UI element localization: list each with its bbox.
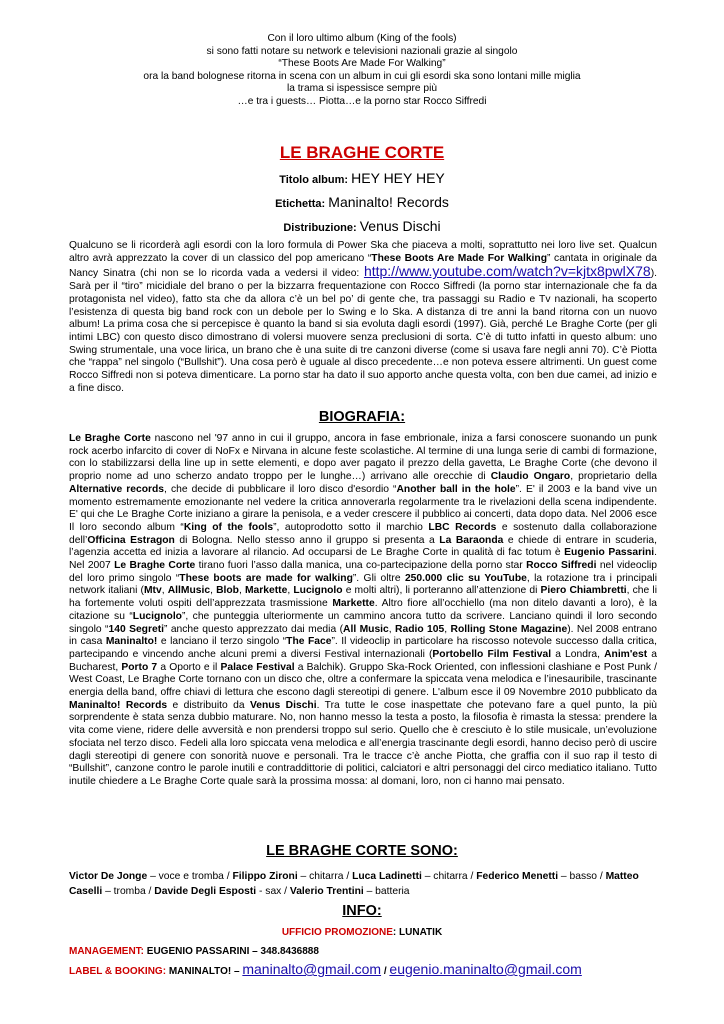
bio-bold-text: Another ball in the hole bbox=[396, 483, 516, 495]
bio-text: nel videoclip del loro primo singolo “ bbox=[69, 560, 658, 584]
bio-bold-text: Piero Chiambretti bbox=[540, 585, 627, 597]
bio-text: , la rotazione tra i principali network italiani ( bbox=[69, 572, 657, 597]
member-name: Filippo Zironi bbox=[232, 871, 298, 882]
member-name: Federico Menetti bbox=[476, 871, 559, 882]
bio-bold-text: King of the fools bbox=[183, 521, 274, 533]
email-link-eugenio[interactable]: eugenio.maninalto@gmail.com bbox=[389, 961, 582, 977]
bio-bold-text: Palace Festival bbox=[220, 661, 295, 673]
members-title: LE BRAGHE CORTE SONO: bbox=[266, 843, 458, 859]
management-value: EUGENIO PASSARINI – 348.8436888 bbox=[144, 946, 319, 957]
distribution-line: Distribuzione: Venus Dischi bbox=[283, 218, 441, 234]
bio-text: e sostenuto dalla collaborazione dell’ bbox=[69, 521, 657, 546]
biografia-paragraph bbox=[69, 433, 657, 789]
intro-line-5: la trama si ispessisce sempre più bbox=[286, 83, 438, 95]
band-title: LE BRAGHE CORTE bbox=[279, 143, 445, 162]
bio-text: , bbox=[287, 585, 294, 597]
member-role: - sax / bbox=[256, 886, 290, 897]
bio-bold-text: Venus Dischi bbox=[249, 699, 317, 711]
bio-text: . Nel 2007 bbox=[69, 547, 657, 572]
bio-bold-text: Eugenio Passarini bbox=[564, 547, 655, 559]
bio-bold-text: Maninalto! bbox=[105, 636, 158, 648]
bio-bold-text: 250.000 clic su YouTube bbox=[404, 572, 527, 584]
promo-line bbox=[0, 927, 724, 938]
email-link-maninalto[interactable]: maninalto@gmail.com bbox=[242, 961, 382, 977]
bio-text: ” anche questo apprezzato dai media ( bbox=[163, 623, 344, 635]
intro-line-3-text: “These Boots Are Made For Walking” bbox=[278, 58, 446, 70]
bio-bold-text: La Baraonda bbox=[439, 534, 504, 546]
member-role: – basso / bbox=[558, 871, 606, 882]
promo-label: UFFICIO PROMOZIONE bbox=[281, 927, 393, 938]
management-label: MANAGEMENT: bbox=[69, 946, 144, 957]
management-line bbox=[69, 946, 669, 957]
para1-text-1: Qualcuno se li ricorderà agli esordi con la loro formula di Power Ska che piaceva a molti, soprattutto nei loro live set. Qualcun altro avrà apprezzato la cover di un classico del pop americano “ bbox=[69, 240, 657, 264]
intro-line-1: Con il loro ultimo album (King of the fools) bbox=[267, 33, 457, 44]
bio-bold-text: Rocco Siffredi bbox=[526, 560, 597, 572]
member-name: Valerio Trentini bbox=[289, 886, 364, 897]
bio-text: , che li ha fortemente voluti ospiti dell’apprezzata trasmissione bbox=[69, 585, 657, 610]
bio-bold-text: Lucignolo bbox=[293, 585, 343, 597]
intro-block bbox=[60, 33, 664, 109]
intro-line-3 bbox=[60, 58, 664, 71]
bio-text: , che decide di pubblicare il loro disco d'esordio “ bbox=[164, 483, 397, 495]
bio-text: . Altro fiore all’occhiello (ma non ditelo davanti a loro), è la citazione su “ bbox=[69, 598, 657, 622]
bio-text: e distribuito da bbox=[167, 699, 250, 711]
bio-text: , bbox=[210, 585, 217, 597]
bio-text: di Bologna. Nello stesso anno il gruppo si presenta a bbox=[174, 534, 440, 546]
member-role: – batteria bbox=[363, 886, 410, 897]
bio-text: e molti altri), li porteranno all’attenzione di bbox=[342, 585, 541, 597]
bio-bold-text: Le Braghe Corte bbox=[114, 560, 196, 572]
booking-value: MANINALTO! – bbox=[166, 966, 243, 977]
bio-bold-text: Radio 105 bbox=[395, 623, 445, 635]
bio-bold-text: Portobello Film Festival bbox=[432, 648, 552, 660]
bio-bold-text: Claudio Ongaro bbox=[490, 471, 571, 483]
bio-text: a Oporto e il bbox=[157, 661, 221, 673]
album-label: Titolo album bbox=[279, 174, 345, 186]
bio-text: e chiede di entrare in scuderia, l’agenzia accetta ed inizia a lavorare al rilancio. Ad occuparsi de Le Braghe Corte in qualità di fac totum è bbox=[69, 534, 658, 559]
etichetta-label: Etichetta bbox=[275, 198, 322, 210]
member-name: Luca Ladinetti bbox=[352, 871, 422, 882]
intro-line-4: ora la band bolognese ritorna in scena con un album in cui gli esordi ska sono lontani mille miglia bbox=[143, 70, 581, 82]
bio-bold-text: Lucignolo bbox=[132, 610, 182, 622]
para1-bold-1: These Boots Are Made For Walking bbox=[371, 252, 548, 264]
bio-text: ”. Il videoclip in particolare ha riscosso notevole successo dalla critica, partecipando e vincendo anche alcuni premi a diversi Festival internazionali ( bbox=[69, 636, 657, 660]
bio-text: ”. Gli oltre bbox=[352, 572, 405, 584]
bio-bold-text: Markette bbox=[244, 585, 288, 597]
bio-text: , bbox=[161, 585, 168, 597]
bio-bold-text: Officina Estragon bbox=[87, 534, 175, 546]
bio-bold-text: LBC Records bbox=[428, 521, 497, 533]
bio-text: ”, che punteggia ulteriormente un cammino ancora tutto da scrivere. Lanciano quindi il loro secondo singolo “ bbox=[69, 610, 658, 635]
bio-text: , bbox=[238, 585, 245, 597]
members-list bbox=[69, 869, 657, 899]
bio-text: a Balchik). Gruppo Ska-Rock Oriented, con inflessioni clashiane e Post Punk / West Coast, Le Braghe Corte tornano con un disco che, oltre a confermare la spiccata vena melodica e l’inesauribile, trascinante energia della band, offre chiavi di lettura che escono dagli stereotipi di genere. L'album esce il 09 Novembre 2010 pubblicato da bbox=[69, 661, 658, 699]
member-name: Victor De Jonge bbox=[69, 871, 148, 882]
para1-text-2: ” cantata in originale da Nancy Sinatra (chi non se lo ricorda vada a vedersi il video: bbox=[69, 252, 658, 280]
bio-bold-text: Maninalto! Records bbox=[69, 699, 168, 711]
label-line: Etichetta: Maninalto! Records bbox=[275, 194, 449, 210]
distribuzione-value: Venus Dischi bbox=[359, 218, 441, 234]
member-role: – chitarra / bbox=[421, 871, 477, 882]
bio-bold-text: Mtv bbox=[143, 585, 162, 597]
intro-line-2: si sono fatti notare su network e televisioni nazionali grazie al singolo bbox=[206, 45, 518, 57]
member-role: – voce e tromba / bbox=[147, 871, 233, 882]
bio-bold-text: Alternative records bbox=[69, 483, 165, 495]
bio-text: ). Nel 2008 entrano in casa bbox=[69, 623, 658, 648]
bio-bold-text: AllMusic bbox=[167, 585, 211, 597]
bio-text: e lanciano il terzo singolo “ bbox=[157, 636, 287, 648]
bio-bold-text: Porto 7 bbox=[121, 661, 158, 673]
promo-value: : LUNATIK bbox=[392, 927, 443, 938]
booking-line bbox=[69, 961, 669, 977]
bio-text: a Bucharest, bbox=[69, 648, 658, 673]
distribuzione-label: Distribuzione bbox=[283, 222, 353, 234]
bio-bold-text: Anim'est bbox=[604, 648, 648, 660]
bio-bold-text: The Face bbox=[286, 636, 332, 648]
bio-text: ”. E' il 2003 e la band vive un momento estremamente emozionante nel vedere la critica annoverarla regolarmente tra le rivelazioni della scena indipendente. E' qui che Le Braghe Corte iniziano a girare la penisola, e a veder crescere il pubblico ai concerti, data dopo data. Nel 2006 esce Il loro secondo album “ bbox=[69, 483, 658, 533]
bio-text: . Tra tutte le cose inaspettate che potevano fare a quel punto, la più sorprendente è stata senza dubbio maturare. No, non hanno messo la testa a posto, la filosofia è rimasta la stessa: prendere la vita come viene, ridere delle avversità e non prendersi troppo sul serio. Quello che è cresciuto è lo stile musicale, un’evoluzione sfociata nel terzo disco. Fedeli alla loro spiccata vena melodica e all’energia trascinante degli esordi, hanno deciso però di uscire dagli stereotipi di genere con sonorità nuove e personali. Tra le tracce c’è anche Piotta, che graffia con il suo rap il testo di “Bullshit”, canzone contro le parole inutili e contraddittorie di politici, calciatori e altri personaggi del circo mediatico italiano. Tutto inutile chiedere a Le Braghe Corte quale sarà la prossima mossa: al domani, loro, non ci hanno mai pensato. bbox=[69, 699, 657, 787]
member-role: – tromba / bbox=[102, 886, 155, 897]
bio-text: tirano fuori l’asso dalla manica, una co-partecipazione della porno star bbox=[195, 560, 527, 572]
email-separator: / bbox=[381, 966, 390, 977]
youtube-link[interactable]: http://www.youtube.com/watch?v=kjtx8pwlX78 bbox=[363, 263, 651, 280]
bio-text: ”, autoprodotto sotto il marchio bbox=[273, 521, 429, 533]
bio-bold-text: Markette bbox=[332, 598, 375, 610]
bio-bold-text: 140 Segreti bbox=[108, 623, 164, 635]
bio-text: , proprietario della bbox=[570, 471, 658, 483]
booking-label: LABEL & BOOKING: bbox=[69, 966, 167, 977]
bio-bold-text: Blob bbox=[216, 585, 239, 597]
member-name: Davide Degli Esposti bbox=[154, 886, 257, 897]
bio-bold-text: Rolling Stone Magazine bbox=[450, 623, 568, 635]
para1-text-3: ). Sarà per il “tiro” micidiale del brano o per la bizzarra frequentazione con Rocco Siffredi (la porno star internazionale che fa da protagonista nel video), fatto sta che da allora c’è un bel po’ di gente che, tra passaggi su Radio e Tv nazionali, ha scoperto l’esistenza di questa big band rock con un debole per lo Swing e lo Ska. A distanza di tre anni la band ritorna con un nuovo album! La prima cosa che si percepisce è quanto la band si sia evoluta dagli esordi (1997). Già, perché Le Braghe Corte (per gli intimi LBC) con questo disco dimostrano di volersi muovere senza preclusioni di sorta. C’è di tutto infatti in questo album: uno Swing strumentale, una voce lirica, un brano che è una suite di tre canzoni diverse (come si usava fare negli anni 70). C’è Piotta che “rappa” nel singolo (“Bullshit”). Una cosa però è uguale al disco precedente…e non poteva essere altrimenti. Un guest come Rocco Siffredi non si poteva dimenticare. La porno star ha dato il suo apporto anche questa volta, con ben due camei, ad inizio e a fine disco. bbox=[69, 268, 657, 394]
bio-text: , bbox=[444, 623, 451, 635]
bio-bold-text: These boots are made for walking bbox=[179, 572, 353, 584]
album-value: HEY HEY HEY bbox=[351, 170, 445, 186]
bio-bold-text: Le Braghe Corte bbox=[69, 433, 151, 444]
bio-text: nascono nel '97 anno in cui il gruppo, ancora in fase embrionale, iniza a farsi conoscere suonando un punk rock acerbo infarcito di cover di NoFx e Nirvana in alcune feste scolastiche. Al termine di una lunga serie di cambi di formazione, con lo stabilizzarsi della line up in sette elementi, e dopo aver pagato il prezzo della gavetta, Le Braghe Corte (che devono il proprio nome ad uno scherzo andato troppo per le lunghe…) arrivano alle orecchie di bbox=[69, 433, 657, 483]
bio-bold-text: All Music bbox=[343, 623, 389, 635]
member-role: – chitarra / bbox=[297, 871, 353, 882]
intro-paragraph bbox=[69, 240, 657, 395]
biografia-title: BIOGRAFIA: bbox=[318, 409, 406, 425]
member-name: Matteo Caselli bbox=[69, 871, 639, 897]
bio-text: , bbox=[388, 623, 396, 635]
intro-line-6: …e tra i guests… Piotta…e la porno star Rocco Siffredi bbox=[237, 95, 487, 107]
bio-text: a Londra, bbox=[551, 648, 605, 660]
etichetta-value: Maninalto! Records bbox=[328, 194, 449, 210]
album-line: Titolo album: HEY HEY HEY bbox=[279, 170, 445, 186]
info-title: INFO: bbox=[342, 903, 382, 919]
